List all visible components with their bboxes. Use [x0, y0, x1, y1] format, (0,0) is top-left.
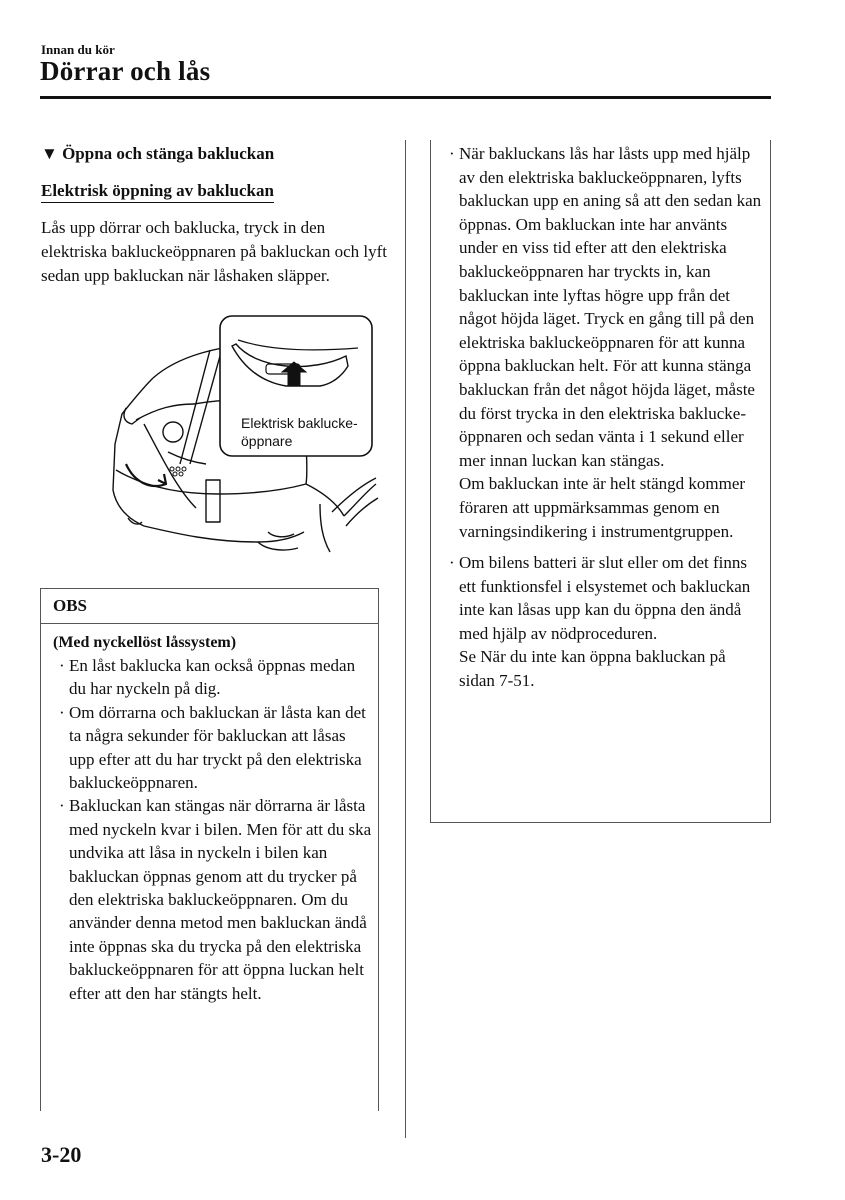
- chapter-label: Innan du kör: [41, 42, 115, 57]
- list-item: [41, 794, 378, 1005]
- continued-list: [431, 142, 770, 693]
- obs-subtitle: (Med nyckellöst låssystem): [53, 634, 237, 651]
- section-heading: [41, 144, 274, 164]
- callout-label-line1: Elektrisk baklucke-: [241, 415, 358, 431]
- list-item: [431, 142, 770, 543]
- list-item: [431, 551, 770, 693]
- list-item: [41, 701, 378, 795]
- leader-lines: [180, 350, 220, 464]
- bullet-icon: ·: [449, 144, 455, 163]
- column-divider: [405, 140, 406, 1138]
- list-item-text: Om dörrarna och bakluckan är låsta kan det ta några sekunder för bakluckan att låsas upp efter att du har tryckt på den elektriska bakluckeöppnaren.: [69, 702, 366, 793]
- bullet-icon: ·: [59, 656, 65, 675]
- list-item-text: Om bilens batteri är slut eller om det finns ett funktionsfel i elsystemet och bakluckan inte kan låsas upp kan du öppna den ändå med hjälp av nödproceduren.: [459, 553, 751, 643]
- list-item-text: Bakluckan kan stängas när dörrarna är låsta med nyckeln kvar i bilen. Men för att du ska undvika att låsa in nyckeln i bilen kan bakluckan öppnas genom att du trycker på den elektriska bakluckeöppnaren. Om du använder denna metod men bakluckan ändå inte öppnas ska du trycka på den elektriska bakluckeöppnaren för att öppna luckan helt efter att den har stängts helt.: [69, 796, 372, 1003]
- tailgate-opener-illustration: [108, 312, 380, 564]
- page-title: Dörrar och lås: [40, 56, 211, 86]
- cross-reference: Se När du inte kan öppna bakluckan på sidan 7-51.: [459, 647, 726, 691]
- sub-heading: Elektrisk öppning av bakluckan: [41, 181, 274, 203]
- list-item-extra: Om bakluckan inte är helt stängd kommer föraren att uppmärksammas genom en varningsindikering i instrumentgruppen.: [459, 474, 746, 541]
- body-paragraph: Lås upp dörrar och baklucka, tryck in den elektriska bakluckeöppnaren på bakluckan och lyft sedan upp bakluckan när låshaken släpper.: [41, 218, 388, 285]
- obs-note-box: [40, 588, 379, 1111]
- callout-label-line2: öppnare: [241, 433, 293, 449]
- list-item: [41, 654, 378, 701]
- continued-note-box: [430, 140, 771, 823]
- list-item-text: En låst baklucka kan också öppnas medan du har nyckeln på dig.: [69, 656, 356, 699]
- page-number: 3-20: [41, 1142, 82, 1167]
- triangle-down-icon: ▼: [41, 144, 58, 163]
- obs-title: OBS: [41, 589, 378, 624]
- obs-list: [41, 654, 378, 1005]
- bullet-icon: ·: [449, 553, 455, 573]
- bullet-icon: ·: [59, 702, 65, 722]
- bullet-icon: ·: [59, 796, 65, 816]
- title-rule: [40, 96, 771, 99]
- list-item-text: När bakluckans lås har låsts upp med hjälp av den elektriska bakluckeöppnaren, lyfts bakluckan upp en aning så att den sedan kan öppnas. Om bakluckan inte har använts under en viss tid efter att den elektriska bakluckeöppnaren har tryckts in, kan bakluckan inte lyftas högre upp från det något höjda läget. Tryck en gång till på den elektriska bakluckeöppnaren för att kunna öppna bakluckan helt. För att kunna stänga bakluckan från det något höjda läget, måste du först trycka in den elektriska bakluckeöppnaren och sedan vänta i 1 sekund eller mer innan luckan kan stängas.: [459, 144, 762, 470]
- section-heading-text: Öppna och stänga bakluckan: [62, 144, 275, 163]
